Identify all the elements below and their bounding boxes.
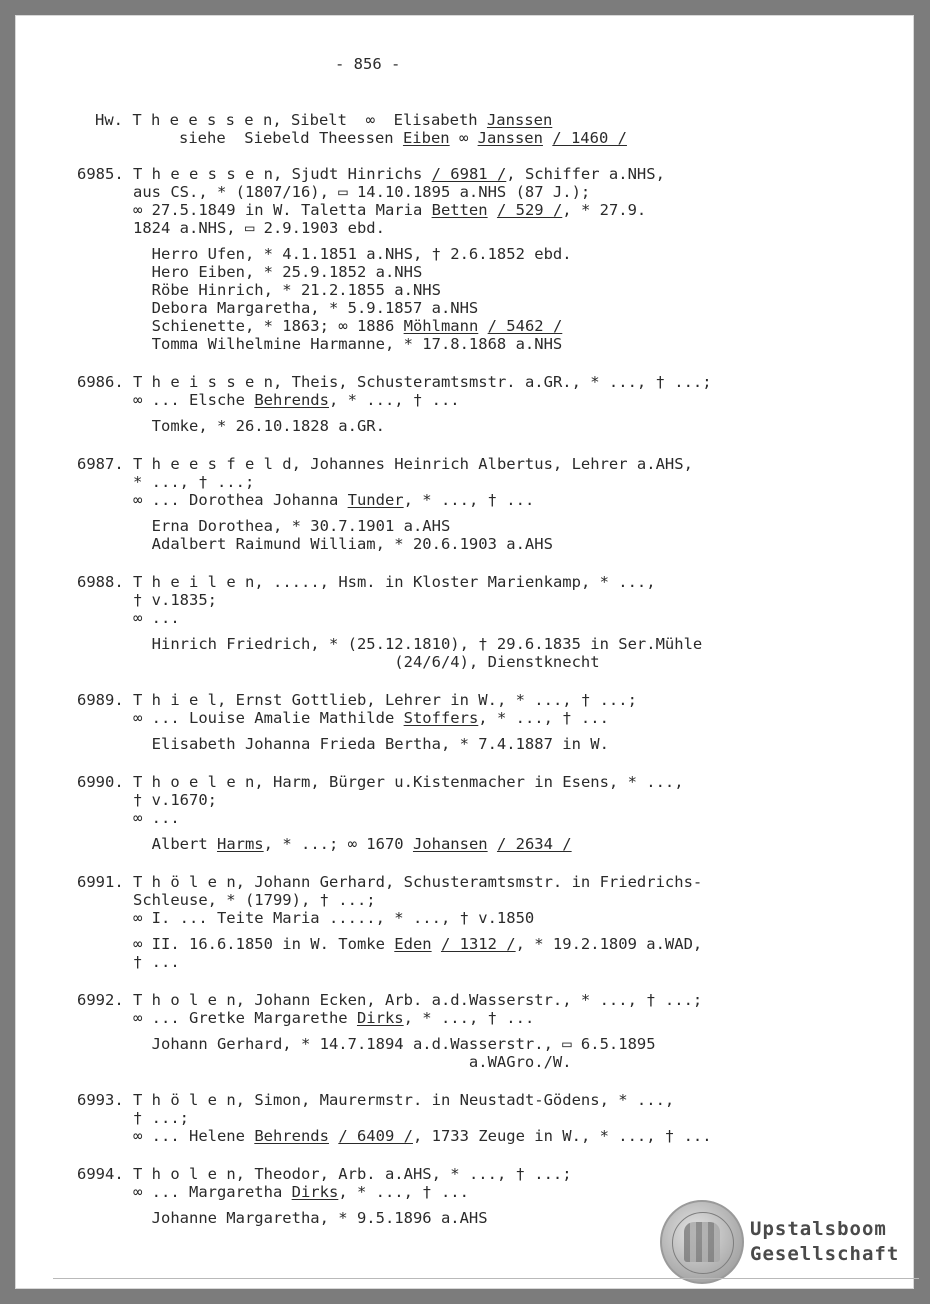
text-segment: Adalbert Raimund William, * 20.6.1903 a.AHS (77, 535, 553, 553)
text-segment: , Sibelt ∞ Elisabeth (272, 111, 487, 129)
text-segment: , Johann Ecken, Arb. a.d.Wasserstr., * ..., † ...; (235, 991, 703, 1009)
text-line (77, 391, 460, 409)
text-segment: ∞ ... Dorothea Johanna (77, 491, 348, 509)
text-segment: Röbe Hinrich, * 21.2.1855 a.NHS (77, 281, 441, 299)
text-segment: ∞ ... Helene (77, 1127, 255, 1145)
reference-number: / 1312 / (440, 935, 516, 953)
surname: Janssen (477, 129, 543, 147)
text-line (77, 1183, 469, 1201)
text-segment: ∞ (449, 129, 478, 147)
text-segment: , * ..., † ... (328, 391, 460, 409)
text-segment: , * ..., † ... (478, 709, 609, 727)
text-line (77, 517, 450, 535)
surname: Möhlmann (403, 317, 479, 335)
footer-rule (53, 1278, 919, 1279)
text-line (77, 1053, 572, 1071)
text-line (77, 953, 180, 971)
text-line (77, 1209, 488, 1227)
text-line (77, 1009, 534, 1027)
text-segment: , * 27.9. (562, 201, 647, 219)
text-segment: , * ..., † ... (338, 1183, 469, 1201)
text-line (77, 809, 180, 827)
text-segment: ∞ I. ... Teite Maria ....., * ..., † v.1850 (77, 909, 535, 927)
text-segment: , * ..., † ... (403, 1009, 535, 1027)
text-line (77, 165, 665, 183)
text-line (77, 317, 562, 335)
text-segment (329, 1127, 338, 1145)
text-segment: 6987. (77, 455, 133, 473)
text-segment: 6991. (77, 873, 133, 891)
reference-number: / 2634 / (496, 835, 572, 853)
text-line (77, 1127, 712, 1145)
text-line (77, 473, 254, 491)
text-segment: Tomke, * 26.10.1828 a.GR. (77, 417, 385, 435)
text-segment: , Johannes Heinrich Albertus, Lehrer a.AHS, (291, 455, 693, 473)
text-line (77, 491, 534, 509)
text-segment (478, 317, 487, 335)
text-segment: a.WAGro./W. (77, 1053, 572, 1071)
text-segment: (24/6/4), Dienstknecht (77, 653, 600, 671)
entry-head-name: T h e e s f e l d (133, 455, 292, 473)
text-segment (488, 835, 497, 853)
surname: Eden (394, 935, 432, 953)
entry-head-name: T h e e s s e n (133, 165, 273, 183)
surname: Betten (431, 201, 488, 219)
text-line (77, 909, 534, 927)
text-line (77, 873, 702, 891)
text-line (95, 111, 552, 129)
reference-number: / 6409 / (338, 1127, 413, 1145)
text-segment (543, 129, 552, 147)
surname: Dirks (291, 1183, 339, 1201)
entry-head-name: T h e i l e n (133, 573, 255, 591)
text-line (77, 573, 656, 591)
text-line (77, 219, 385, 237)
text-segment: Debora Margaretha, * 5.9.1857 a.NHS (77, 299, 479, 317)
text-segment: Elisabeth Johanna Frieda Bertha, * 7.4.1887 in W. (77, 735, 609, 753)
text-line (77, 609, 180, 627)
document-page (15, 15, 914, 1289)
surname: Tunder (347, 491, 404, 509)
text-line (77, 183, 590, 201)
reference-number: / 6981 / (431, 165, 507, 183)
text-segment: siehe Siebeld Theessen (95, 129, 403, 147)
reference-number: / 529 / (496, 201, 563, 219)
text-segment: Schienette, * 1863; ∞ 1886 (77, 317, 404, 335)
surname: Stoffers (403, 709, 479, 727)
surname: Eiben (402, 129, 450, 147)
page-number: - 856 - (335, 55, 401, 73)
text-line (77, 691, 637, 709)
text-segment: ∞ ... Margaretha (77, 1183, 292, 1201)
text-segment: Schleuse, * (1799), † ...; (77, 891, 376, 909)
text-line (77, 281, 441, 299)
entry-head-name: T h ö l e n (133, 873, 236, 891)
text-line (77, 1035, 656, 1053)
text-segment: Hinrich Friedrich, * (25.12.1810), † 29.6.1835 in Ser.Mühle (77, 635, 703, 653)
text-line (95, 129, 627, 147)
text-segment: , * ...; ∞ 1670 (263, 835, 413, 853)
text-line (77, 791, 217, 809)
text-line (77, 591, 217, 609)
text-segment: , Johann Gerhard, Schusteramtsmstr. in Friedrichs- (235, 873, 703, 891)
text-line (77, 455, 693, 473)
seal-figures-icon (684, 1222, 720, 1262)
text-line (77, 1165, 572, 1183)
text-segment: ∞ 27.5.1849 in W. Taletta Maria (77, 201, 432, 219)
entry-head-name: T h o l e n (133, 991, 236, 1009)
text-line (77, 653, 600, 671)
text-line (77, 417, 385, 435)
surname: Dirks (356, 1009, 404, 1027)
text-segment: 6988. (77, 573, 133, 591)
entry-head-name: T h e i s s e n (133, 373, 273, 391)
text-line (77, 245, 572, 263)
text-segment: , Theis, Schusteramtsmstr. a.GR., * ..., † ...; (272, 373, 712, 391)
text-segment: Hero Eiben, * 25.9.1852 a.NHS (77, 263, 423, 281)
entry-head-name: T h i e l (133, 691, 217, 709)
text-segment: 6992. (77, 991, 133, 1009)
text-segment: 6990. (77, 773, 133, 791)
text-segment: ∞ ... Louise Amalie Mathilde (77, 709, 404, 727)
text-segment: Hw. (95, 111, 133, 129)
text-segment (488, 201, 497, 219)
text-line (77, 935, 702, 953)
text-segment: ∞ ... Gretke Margarethe (77, 1009, 357, 1027)
society-seal-icon (660, 1200, 744, 1284)
text-segment: , Schiffer a.NHS, (506, 165, 665, 183)
text-line (77, 773, 684, 791)
text-segment: , Sjudt Hinrichs (272, 165, 432, 183)
text-segment: 6993. (77, 1091, 133, 1109)
text-segment: aus CS., * (1807/16), ▭ 14.10.1895 a.NHS (87 J.); (77, 183, 591, 201)
text-line (77, 735, 609, 753)
text-line (77, 535, 553, 553)
text-segment: , Harm, Bürger u.Kistenmacher in Esens, * ..., (254, 773, 684, 791)
logo-line-1: Upstalsboom (750, 1218, 887, 1240)
text-segment (432, 935, 441, 953)
text-segment: Tomma Wilhelmine Harmanne, * 17.8.1868 a.NHS (77, 335, 563, 353)
text-segment: 6985. (77, 165, 133, 183)
surname: Behrends (254, 391, 329, 409)
text-segment: * ..., † ...; (77, 473, 255, 491)
text-segment: † v.1670; (77, 791, 217, 809)
text-segment: † v.1835; (77, 591, 217, 609)
entry-head-name: T h ö l e n (133, 1091, 236, 1109)
text-segment: 6989. (77, 691, 133, 709)
text-line (77, 635, 702, 653)
text-line (77, 299, 478, 317)
reference-number: / 5462 / (487, 317, 563, 335)
text-segment: ∞ II. 16.6.1850 in W. Tomke (77, 935, 395, 953)
text-segment: Johanne Margaretha, * 9.5.1896 a.AHS (77, 1209, 488, 1227)
text-segment: 1824 a.NHS, ▭ 2.9.1903 ebd. (77, 219, 385, 237)
text-line (77, 335, 562, 353)
text-segment: Albert (77, 835, 217, 853)
text-line (77, 991, 702, 1009)
text-line (77, 1109, 189, 1127)
reference-number: / 1460 / (552, 129, 627, 147)
text-line (77, 709, 609, 727)
text-segment: ∞ ... Elsche (77, 391, 255, 409)
text-segment: 6986. (77, 373, 133, 391)
text-segment: † ...; (77, 1109, 189, 1127)
text-line (77, 1091, 674, 1109)
text-segment: † ... (77, 953, 180, 971)
text-segment: , Simon, Maurermstr. in Neustadt-Gödens, * ..., (235, 1091, 675, 1109)
surname: Harms (216, 835, 264, 853)
text-segment: ∞ ... (77, 809, 180, 827)
entry-head-name: T h o l e n (133, 1165, 236, 1183)
surname: Janssen (486, 111, 553, 129)
entry-head-name: T h e e s s e n (132, 111, 273, 129)
text-segment: 6994. (77, 1165, 133, 1183)
text-line (77, 263, 422, 281)
text-line (77, 201, 646, 219)
text-segment: , 1733 Zeuge in W., * ..., † ... (412, 1127, 712, 1145)
entry-head-name: T h o e l e n (133, 773, 255, 791)
text-segment: Herro Ufen, * 4.1.1851 a.NHS, † 2.6.1852 ebd. (77, 245, 572, 263)
text-segment: , Ernst Gottlieb, Lehrer in W., * ..., † ...; (217, 691, 637, 709)
logo-line-2: Gesellschaft (750, 1243, 900, 1265)
text-segment: , Theodor, Arb. a.AHS, * ..., † ...; (235, 1165, 572, 1183)
text-segment: , * ..., † ... (403, 491, 535, 509)
text-line (77, 891, 376, 909)
surname: Johansen (412, 835, 488, 853)
text-segment: , ....., Hsm. in Kloster Marienkamp, * ..., (254, 573, 656, 591)
text-segment: Erna Dorothea, * 30.7.1901 a.AHS (77, 517, 451, 535)
surname: Behrends (254, 1127, 329, 1145)
text-segment: , * 19.2.1809 a.WAD, (515, 935, 703, 953)
text-segment: Johann Gerhard, * 14.7.1894 a.d.Wasserstr., ▭ 6.5.1895 (77, 1035, 656, 1053)
text-line (77, 373, 712, 391)
text-line (77, 835, 572, 853)
text-segment: ∞ ... (77, 609, 180, 627)
